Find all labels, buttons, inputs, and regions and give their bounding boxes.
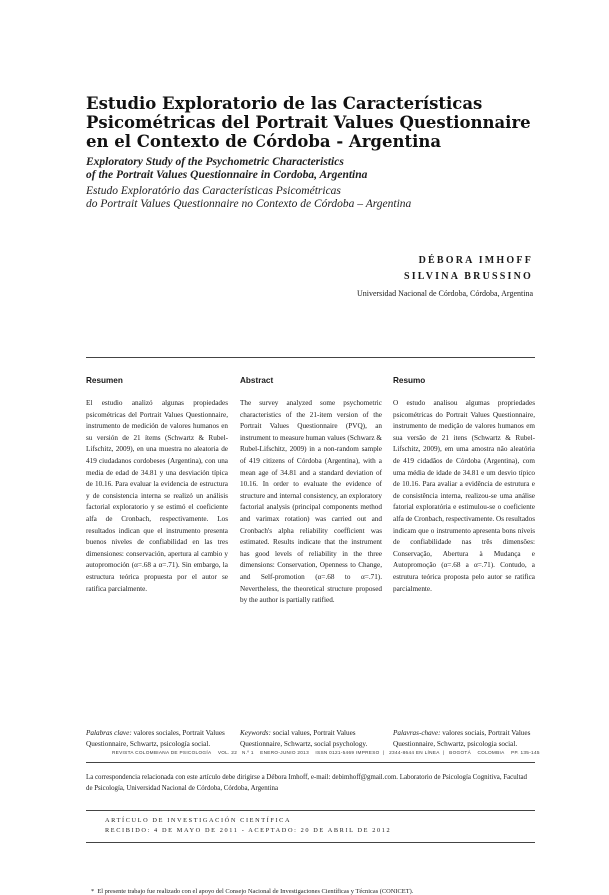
title-line: en el Contexto de Córdoba - Argentina: [86, 132, 442, 151]
footer-issn-print: ISSN 0121-5469 IMPRESO: [315, 750, 380, 755]
footer-number: N.º 1: [241, 750, 254, 755]
footer-period: ENERO-JUNIO 2013: [260, 750, 309, 755]
keywords-text: valores sociais, Portrait Values Questionnaire, Schwartz, psicologia social.: [393, 729, 531, 748]
keywords-text: valores sociales, Portrait Values Questionnaire, Schwartz, psicología social.: [86, 729, 225, 748]
title-line: Psicométricas del Portrait Values Questionnaire: [86, 113, 531, 132]
abstract-spanish: [86, 376, 228, 595]
subtitle-line: of the Portrait Values Questionnaire in Cordoba, Argentina: [86, 169, 368, 181]
abstract-body: The survey analyzed some psychometric characteristics of the 21-item version of the Portrait Values Questionnaire (PVQ), an instrument to measure human values (Schwarz & Rubel-Lifschitz, 2009) in a non-random sample of 419 citizens of Córdoba (Argentina), with a mean age of 34.81 and a standard deviation of 10.16. In order to evaluate the evidence of structure and internal consistency, an exploratory factorial analysis (principal components method and varimax rotation) was carried out and Cronbach's alpha reliability coefficient was estimated. Results indicate that the instrument has good levels of reliability in the three dimensions: Conservation, Openness to Change, and Self-promotion (α=.68 to α=.71). Nevertheless, the theoretical structure proposed by the author is partially ratified.: [240, 399, 382, 605]
divider: [86, 762, 535, 763]
author-name: DÉBORA IMHOFF: [418, 255, 533, 266]
article-type: ARTÍCULO DE INVESTIGACIÓN CIENTÍFICA: [105, 817, 292, 824]
abstract-english: [240, 376, 382, 607]
divider: [86, 842, 535, 843]
footer-pages: PP. 135-145: [511, 750, 540, 755]
article-title: [86, 94, 536, 151]
subtitle-english: [86, 156, 536, 182]
keywords-text: social values, Portrait Values Questionnaire, Schwartz, social psychology.: [240, 729, 368, 748]
subtitle-line: Exploratory Study of the Psychometric Characteristics: [86, 156, 344, 168]
footer-volume: VOL. 22: [217, 750, 238, 755]
journal-footer: REVISTA COLOMBIANA DE PSICOLOGÍA VOL. 22 N.º 1 ENERO-JUNIO 2013 ISSN 0121-5469 IMPRESO | 2344-8644 EN LÍNEA | BOGOTÁ COLOMBIA PP. 135-145: [112, 750, 540, 755]
keywords-portuguese: [393, 728, 535, 750]
funding-footnote: [91, 888, 536, 895]
subtitle-line: do Portrait Values Questionnaire no Contexto de Córdoba – Argentina: [86, 198, 412, 210]
footer-issn-online: 2344-8644 EN LÍNEA: [389, 750, 440, 755]
subtitle-line: Estudo Exploratório das Características Psicométricas: [86, 185, 341, 197]
abstract-body: O estudo analisou algumas propriedades psicométricas do Portrait Values Questionnaire, instrumento de medição de valores humanos em sua versão de 21 itens (Schwartz & Rubel-Lifschitz, 2009), em uma amostra não aleatória de 419 cidadãos de Córdoba (Argentina), com uma média de idade de 34.81 e um desvio típico de 10.16. Para avaliar a evidência de estrutura e de consistência interna, realizou-se uma análise fatorial exploratória e estimulou-se o coeficiente alfa de Cronbach, respectivamente. Os resultados indicam que o instrumento apresenta bons níveis de confiabilidade nas três dimensões: Conservação, Abertura à Mudança e Autopromoção (α=.68 a α=.71). Contudo, a estrutura teórica proposta pelo autor se ratifica parcialmente.: [393, 399, 535, 593]
subtitle-portuguese: [86, 185, 536, 211]
keywords-english: [240, 728, 382, 750]
title-line: Estudio Exploratorio de las Características: [86, 94, 483, 113]
footer-city: BOGOTÁ: [449, 750, 472, 755]
abstract-portuguese: [393, 376, 535, 595]
divider: [86, 810, 535, 811]
keywords-label: Keywords:: [240, 729, 271, 737]
footer-journal: REVISTA COLOMBIANA DE PSICOLOGÍA: [112, 750, 212, 755]
author-affiliation: Universidad Nacional de Córdoba, Córdoba, Argentina: [356, 289, 533, 298]
correspondence-note: La correspondencia relacionada con este artículo debe dirigirse a Débora Imhoff, e-mail: debimhoff@gmail.com. Laboratorio de Psicología Cognitiva, Facultad de Psicología, Universidad Nacional de Córdoba, Córdoba, Argentina: [86, 774, 528, 792]
keywords-spanish: [86, 728, 228, 750]
keywords-label: Palavras-chave:: [393, 729, 441, 737]
abstract-heading: Resumen: [86, 376, 123, 385]
author-name: SILVINA BRUSSINO: [403, 271, 533, 282]
divider: [86, 357, 535, 358]
footer-country: COLOMBIA: [477, 750, 505, 755]
abstract-heading: Resumo: [393, 376, 426, 385]
abstract-body: El estudio analizó algunas propiedades psicométricas del Portrait Values Questionnaire, instrumento de medición de valores humanos en su versión de 21 ítems (Schwartz & Rubel-Lifschitz, 2009), en una muestra no aleatoria de 419 ciudadanos cordobeses (Argentina), con una media de edad de 34.81 y una desviación típica de 10.16. Para evaluar la evidencia de estructura y de consistencia interna se realizó un análisis factorial exploratorio y se estimó el coeficiente alfa de Cronbach, respectivamente. Los resultados indican que el instrumento presenta buenos niveles de confiabilidad en las tres dimensiones: conservación, apertura al cambio y autopromoción (α=.68 a α=.71). Sin embargo, la estructura teórica propuesta por el autor se ratifica parcialmente.: [86, 399, 228, 593]
funding-text: El presente trabajo fue realizado con el apoyo del Consejo Nacional de Investigaciones Científicas y Técnicas (CONICET).: [97, 888, 414, 895]
article-dates: RECIBIDO: 4 DE MAYO DE 2011 - ACEPTADO: 20 DE ABRIL DE 2012: [105, 827, 392, 834]
abstract-heading: Abstract: [240, 376, 274, 385]
asterisk-mark: *: [91, 888, 95, 895]
keywords-label: Palabras clave:: [86, 729, 132, 737]
